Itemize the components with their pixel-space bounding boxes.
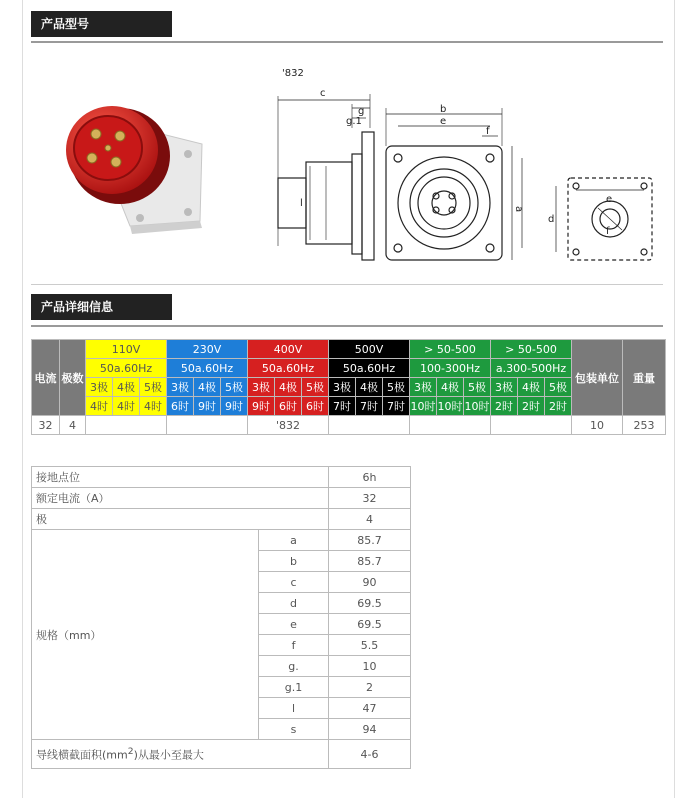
dim-key: l (259, 698, 329, 719)
header-current: 电流 (32, 340, 60, 416)
dim-value: 10 (329, 656, 411, 677)
row-weight: 253 (623, 416, 666, 435)
clock-cell: 7时 (383, 397, 410, 416)
spec-value: 32 (329, 488, 411, 509)
pole-cell: 4极 (113, 378, 140, 397)
pole-cell: 5极 (545, 378, 572, 397)
dim-value: 5.5 (329, 635, 411, 656)
pole-cell: 4极 (518, 378, 545, 397)
dim-value: 47 (329, 698, 411, 719)
group-voltage: > 50-500 (491, 340, 572, 359)
dim-label-g1: g.1 (346, 116, 362, 127)
pole-cell: 4极 (437, 378, 464, 397)
dim-label-f: f (486, 126, 490, 137)
spec-label: 额定电流（A） (32, 488, 329, 509)
clock-cell: 9时 (248, 397, 275, 416)
pole-cell: 5极 (302, 378, 329, 397)
pole-cell: 4极 (356, 378, 383, 397)
spec-label: 接地点位 (32, 467, 329, 488)
clock-cell: 10时 (464, 397, 491, 416)
dimension-drawing (270, 66, 660, 271)
dim-value: 90 (329, 572, 411, 593)
dim-label-a: a (513, 206, 524, 213)
row-empty-cell (491, 416, 572, 435)
row-empty-cell (410, 416, 491, 435)
dim-value: 85.7 (329, 551, 411, 572)
dim-label-e: e (440, 116, 447, 127)
group-freq: 100-300Hz (410, 359, 491, 378)
wire-label-post: )从最小至最大 (133, 748, 204, 762)
clock-cell: 9时 (221, 397, 248, 416)
divider (31, 284, 663, 285)
row-current: 32 (32, 416, 60, 435)
header-pack: 包装单位 (572, 340, 623, 416)
group-voltage: 500V (329, 340, 410, 359)
pole-cell: 3极 (491, 378, 518, 397)
pole-cell: 5极 (464, 378, 491, 397)
drawing-model-code: '832 (282, 68, 304, 79)
group-voltage: 400V (248, 340, 329, 359)
dim-key: b (259, 551, 329, 572)
dim-value: 69.5 (329, 614, 411, 635)
group-voltage: > 50-500 (410, 340, 491, 359)
dim-key: e (259, 614, 329, 635)
dim-key: g.1 (259, 677, 329, 698)
clock-cell: 6时 (302, 397, 329, 416)
clock-cell: 2时 (491, 397, 518, 416)
header-weight: 重量 (623, 340, 666, 416)
row-model: '832 (248, 416, 329, 435)
wire-size-label (32, 740, 329, 769)
group-freq: 50a.60Hz (329, 359, 410, 378)
pole-cell: 3极 (410, 378, 437, 397)
group-voltage: 110V (86, 340, 167, 359)
dim-key: s (259, 719, 329, 740)
pole-cell: 4极 (275, 378, 302, 397)
clock-cell: 7时 (356, 397, 383, 416)
spec-value: 6h (329, 467, 411, 488)
dim-value: 69.5 (329, 593, 411, 614)
dim-key: f (259, 635, 329, 656)
dim-value: 85.7 (329, 530, 411, 551)
row-empty-cell (167, 416, 248, 435)
dim-value: 2 (329, 677, 411, 698)
wire-label-pre: 导线横截面积(mm (36, 748, 128, 762)
row-empty-cell (86, 416, 167, 435)
wire-size-value: 4-6 (329, 740, 411, 769)
clock-cell: 4时 (86, 397, 113, 416)
section-title-detail: 产品详细信息 (31, 294, 172, 320)
clock-cell: 6时 (167, 397, 194, 416)
dim-value: 94 (329, 719, 411, 740)
dim-label-c: c (320, 88, 326, 99)
clock-cell: 10时 (410, 397, 437, 416)
pole-cell: 3极 (248, 378, 275, 397)
pole-cell: 5极 (140, 378, 167, 397)
pole-cell: 3极 (167, 378, 194, 397)
group-freq: a.300-500Hz (491, 359, 572, 378)
clock-cell: 6时 (275, 397, 302, 416)
clock-cell: 2时 (545, 397, 572, 416)
dim-key: d (259, 593, 329, 614)
dim-group-label: 规格（mm） (32, 530, 259, 740)
row-empty-cell (329, 416, 410, 435)
clock-cell: 2时 (518, 397, 545, 416)
section-divider (31, 325, 663, 327)
clock-cell: 4时 (140, 397, 167, 416)
dim-key: g. (259, 656, 329, 677)
spec-value: 4 (329, 509, 411, 530)
dim-label-f2: f (606, 226, 610, 237)
dim-label-d: d (548, 214, 555, 225)
dim-key: c (259, 572, 329, 593)
clock-cell: 4时 (113, 397, 140, 416)
section-title-model: 产品型号 (31, 11, 172, 37)
dim-label-l: l (300, 198, 303, 209)
spec-label: 极 (32, 509, 329, 530)
row-pack: 10 (572, 416, 623, 435)
pole-cell: 3极 (86, 378, 113, 397)
dim-label-e2: e (606, 194, 613, 205)
wire-label-sup: 2 (127, 745, 134, 757)
group-freq: 50a.60Hz (86, 359, 167, 378)
detail-table (31, 339, 666, 435)
row-poles: 4 (60, 416, 86, 435)
group-freq: 50a.60Hz (248, 359, 329, 378)
dim-label-g: g (358, 106, 365, 117)
clock-cell: 10时 (437, 397, 464, 416)
product-photo (60, 96, 210, 241)
dim-label-b: b (440, 104, 447, 115)
group-freq: 50a.60Hz (167, 359, 248, 378)
pole-cell: 4极 (194, 378, 221, 397)
section-divider (31, 41, 663, 43)
clock-cell: 9时 (194, 397, 221, 416)
spec-table (31, 466, 411, 769)
pole-cell: 5极 (221, 378, 248, 397)
group-voltage: 230V (167, 340, 248, 359)
pole-cell: 3极 (329, 378, 356, 397)
header-poles: 极数 (60, 340, 86, 416)
dim-key: a (259, 530, 329, 551)
clock-cell: 7时 (329, 397, 356, 416)
pole-cell: 5极 (383, 378, 410, 397)
